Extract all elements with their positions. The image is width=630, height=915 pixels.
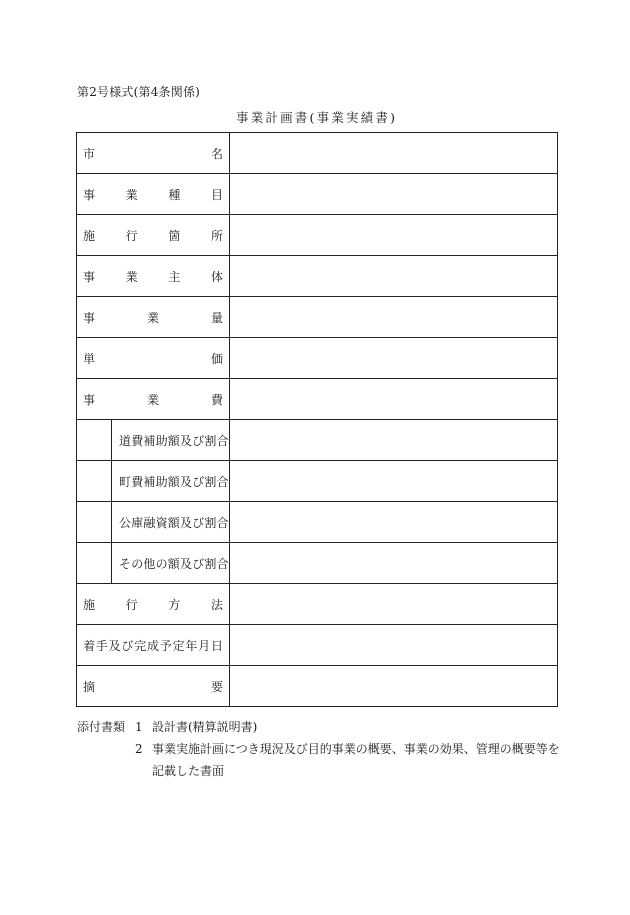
table-row	[77, 543, 558, 584]
label-char: 業	[125, 269, 138, 284]
form-number: 第2号様式(第4条関係)	[77, 85, 201, 99]
spread-label	[77, 637, 229, 654]
row-label-town-subsidy	[77, 461, 230, 502]
label-char: 事	[83, 187, 96, 202]
label-char: 施	[83, 228, 96, 243]
row-label-project-owner	[77, 256, 230, 297]
label-char: び	[121, 638, 134, 653]
attachment-number: 2	[135, 742, 143, 756]
label-char: 価	[210, 351, 223, 366]
label-char: 行	[125, 597, 138, 612]
label-char: 及	[108, 638, 121, 653]
attachment-continuation: 記載した書面	[152, 764, 225, 778]
label-char: 施	[83, 597, 96, 612]
value-town-subsidy[interactable]	[230, 461, 558, 502]
label-char: 所	[210, 228, 223, 243]
spread-label	[77, 678, 229, 695]
label-char: 事	[83, 392, 96, 407]
table-row	[77, 584, 558, 625]
label-char: 事	[83, 269, 96, 284]
label-char: 体	[210, 269, 223, 284]
label-char: 種	[168, 187, 181, 202]
table-row	[77, 420, 558, 461]
label-char: 単	[83, 351, 96, 366]
row-label-project-cost	[77, 379, 230, 420]
spread-label	[77, 145, 229, 162]
row-label-project-type	[77, 174, 230, 215]
row-label-summary	[77, 666, 230, 707]
table-row	[77, 133, 558, 174]
attachment-number: 1	[135, 720, 143, 734]
value-summary[interactable]	[230, 666, 558, 707]
table-row	[77, 215, 558, 256]
row-label-project-amount	[77, 297, 230, 338]
label-char: 成	[146, 638, 159, 653]
value-unit-price[interactable]	[230, 338, 558, 379]
label-char: 業	[146, 392, 159, 407]
value-other[interactable]	[230, 543, 558, 584]
label-char: 目	[210, 187, 223, 202]
attachments-section	[77, 716, 560, 782]
label-char: 完	[134, 638, 147, 653]
label-char: 摘	[83, 679, 96, 694]
table-row	[77, 625, 558, 666]
table-row	[77, 379, 558, 420]
label-char: 予	[159, 638, 172, 653]
label-char: 市	[83, 146, 96, 161]
table-row	[77, 666, 558, 707]
label-char: 着	[83, 638, 96, 653]
attachments-label: 添付書類	[77, 720, 126, 734]
table-row	[77, 297, 558, 338]
spread-label	[77, 350, 229, 367]
sub-label: その他の額及び割合	[111, 543, 229, 583]
sub-label: 町費補助額及び割合	[111, 461, 229, 501]
label-char: 日	[210, 638, 223, 653]
project-plan-table	[76, 132, 558, 707]
value-project-cost[interactable]	[230, 379, 558, 420]
attachment-text: 設計書(精算説明書)	[152, 720, 258, 734]
row-label-construction-method	[77, 584, 230, 625]
label-char: 名	[210, 146, 223, 161]
sub-label: 道費補助額及び割合	[111, 420, 229, 460]
value-prefecture-subsidy[interactable]	[230, 420, 558, 461]
value-schedule[interactable]	[230, 625, 558, 666]
value-construction-method[interactable]	[230, 584, 558, 625]
sub-label: 公庫融資額及び割合	[111, 502, 229, 542]
label-char: 月	[198, 638, 211, 653]
label-char: 業	[146, 310, 159, 325]
value-project-type[interactable]	[230, 174, 558, 215]
label-char: 定	[172, 638, 185, 653]
attachment-text: 事業実施計画につき現況及び目的事業の概要、事業の効果、管理の概要等を	[152, 742, 560, 756]
value-project-amount[interactable]	[230, 297, 558, 338]
spread-label	[77, 186, 229, 203]
label-char: 事	[83, 310, 96, 325]
label-char: 業	[125, 187, 138, 202]
row-label-prefecture-subsidy	[77, 420, 230, 461]
row-label-public-loan	[77, 502, 230, 543]
label-char: 要	[210, 679, 223, 694]
spread-label	[77, 596, 229, 613]
label-char: 方	[168, 597, 181, 612]
table-row	[77, 338, 558, 379]
spread-label	[77, 309, 229, 326]
label-char: 主	[168, 269, 181, 284]
spread-label	[77, 391, 229, 408]
row-label-unit-price	[77, 338, 230, 379]
spread-label	[77, 268, 229, 285]
label-char: 手	[95, 638, 108, 653]
table-row	[77, 461, 558, 502]
label-char: 費	[210, 392, 223, 407]
table-row	[77, 174, 558, 215]
row-label-other	[77, 543, 230, 584]
value-project-owner[interactable]	[230, 256, 558, 297]
value-city[interactable]	[230, 133, 558, 174]
row-label-schedule	[77, 625, 230, 666]
label-char: 年	[185, 638, 198, 653]
label-char: 行	[125, 228, 138, 243]
row-label-city	[77, 133, 230, 174]
label-char: 量	[210, 310, 223, 325]
label-char: 法	[210, 597, 223, 612]
value-public-loan[interactable]	[230, 502, 558, 543]
row-label-construction-site	[77, 215, 230, 256]
document-title: 事業計画書(事業実績書)	[236, 110, 398, 125]
spread-label	[77, 227, 229, 244]
value-construction-site[interactable]	[230, 215, 558, 256]
table-row	[77, 502, 558, 543]
table-row	[77, 256, 558, 297]
label-char: 箇	[168, 228, 181, 243]
